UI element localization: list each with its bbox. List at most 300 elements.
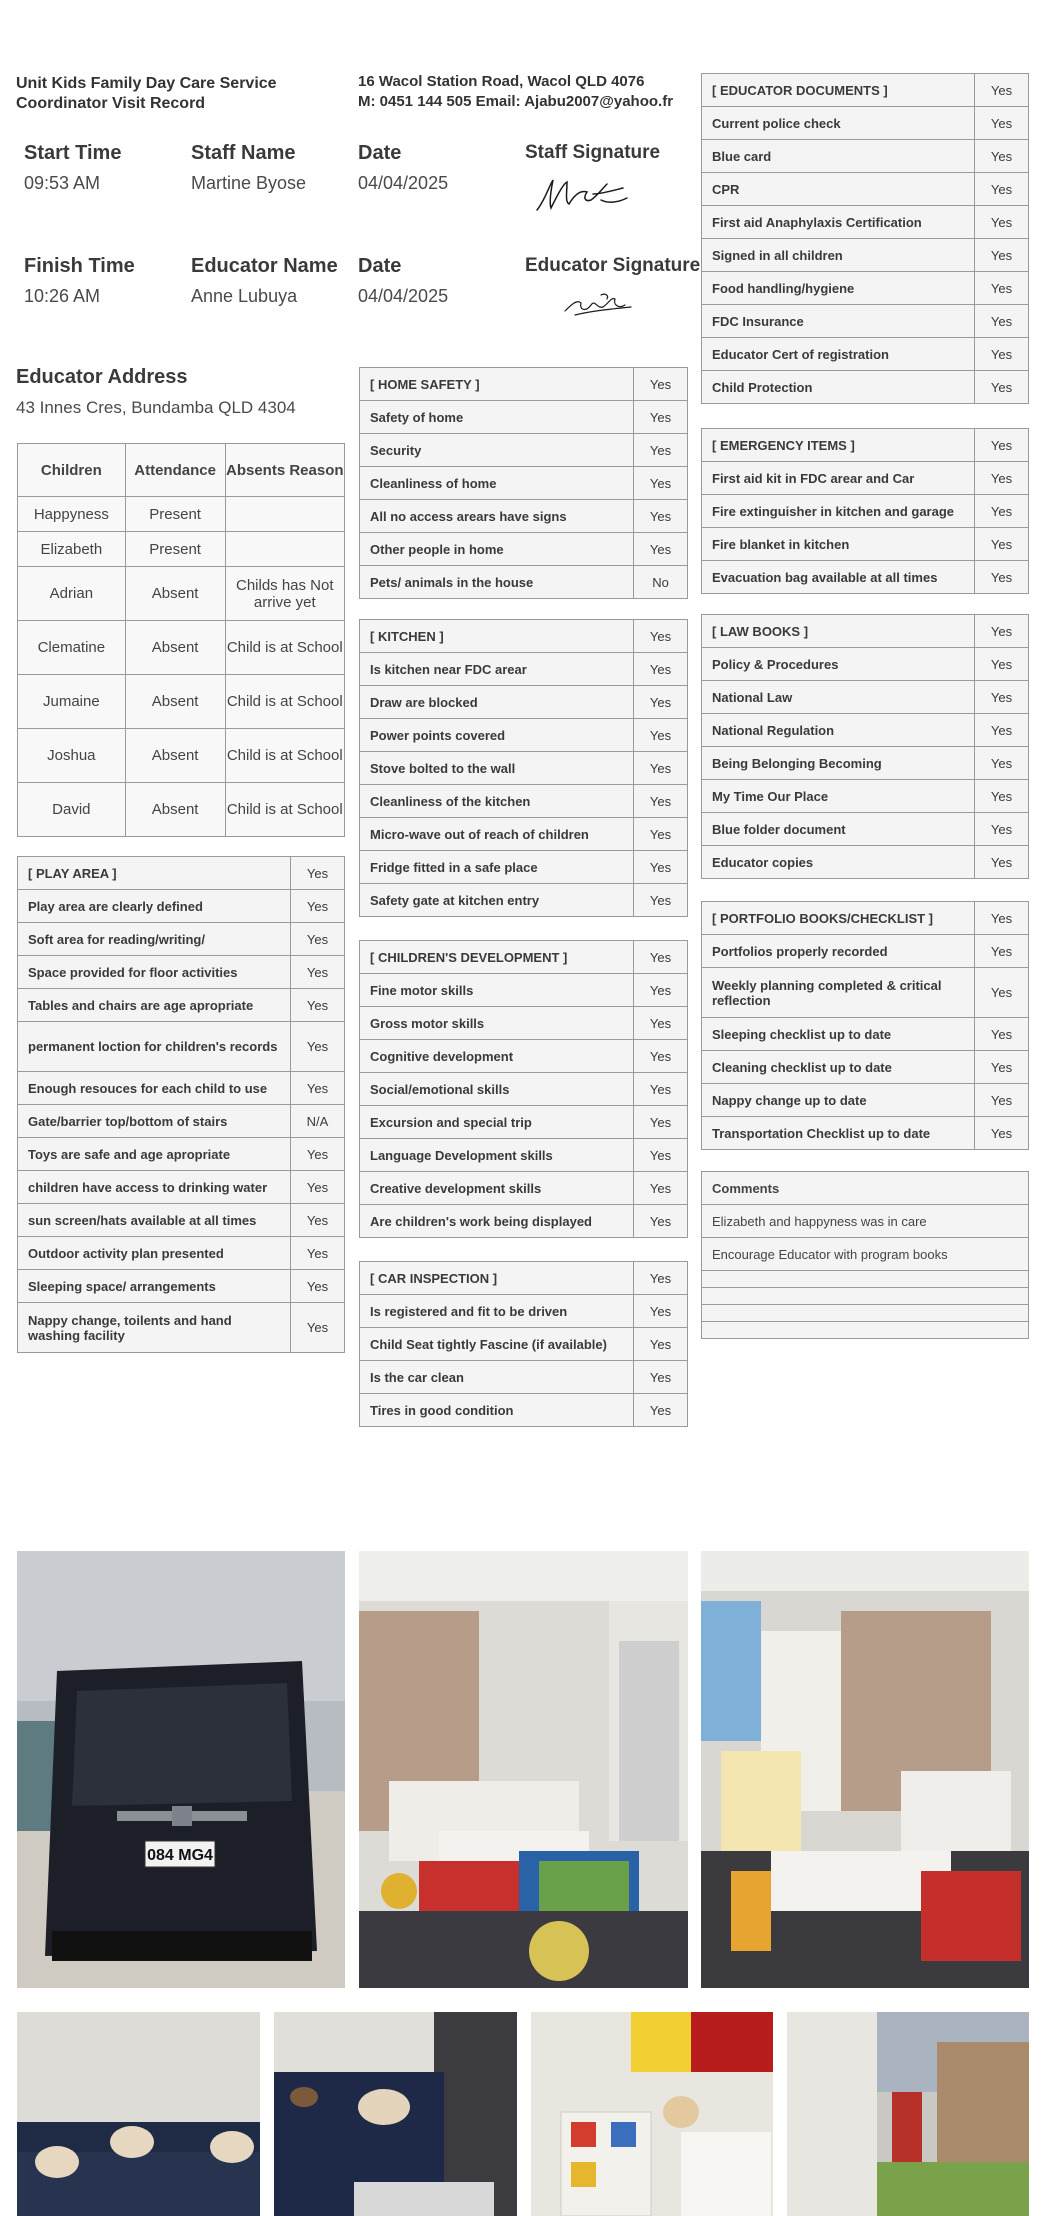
car-rear-photo	[17, 1551, 345, 1988]
service-title: Unit Kids Family Day Care Service Coordinator Visit Record	[16, 75, 277, 112]
checklist-row	[360, 566, 688, 599]
checklist-answer: Yes	[634, 884, 688, 917]
checklist-row	[702, 206, 1029, 239]
section-answer: Yes	[634, 620, 688, 653]
checklist-question: Fire extinguisher in kitchen and garage	[702, 495, 975, 528]
checklist-answer: Yes	[634, 974, 688, 1007]
checklist-question: Blue folder document	[702, 813, 975, 846]
comment-line	[702, 1271, 1029, 1288]
checklist-answer: Yes	[634, 1172, 688, 1205]
checklist-answer: Yes	[634, 500, 688, 533]
checklist-question: Is the car clean	[360, 1361, 634, 1394]
checklist-answer: Yes	[291, 1171, 345, 1204]
checklist-answer: Yes	[634, 785, 688, 818]
checklist-row	[702, 648, 1029, 681]
checklist-question: Toys are safe and age apropriate	[18, 1138, 291, 1171]
checklist-answer: Yes	[634, 1007, 688, 1040]
checklist-answer: Yes	[634, 533, 688, 566]
child-attendance: Absent	[125, 621, 225, 675]
checklist-row	[702, 681, 1029, 714]
checklist-answer: Yes	[634, 1205, 688, 1238]
checklist-row	[360, 1139, 688, 1172]
checklist-row	[702, 935, 1029, 968]
home-safety-checklist	[359, 367, 688, 599]
checklist-answer: Yes	[291, 1022, 345, 1072]
checklist-answer: Yes	[975, 747, 1029, 780]
checklist-answer: Yes	[975, 780, 1029, 813]
checklist-answer: Yes	[975, 206, 1029, 239]
table-row	[18, 675, 345, 729]
emergency-items-checklist	[701, 428, 1029, 594]
checklist-question: Are children's work being displayed	[360, 1205, 634, 1238]
checklist-answer: Yes	[291, 956, 345, 989]
checklist-question: Signed in all children	[702, 239, 975, 272]
checklist-row	[360, 1172, 688, 1205]
child-attendance: Absent	[125, 729, 225, 783]
checklist-row	[702, 714, 1029, 747]
educator-name-label: Educator Name	[191, 255, 338, 277]
comments-title: Comments	[702, 1172, 1029, 1205]
checklist-row	[360, 1073, 688, 1106]
checklist-question: Other people in home	[360, 533, 634, 566]
checklist-row	[702, 305, 1029, 338]
section-answer: Yes	[975, 74, 1029, 107]
checklist-answer: Yes	[975, 338, 1029, 371]
checklist-question: Is kitchen near FDC arear	[360, 653, 634, 686]
section-answer: Yes	[634, 941, 688, 974]
checklist-row	[702, 813, 1029, 846]
checklist-row	[18, 1303, 345, 1353]
educator-address-value: 43 Innes Cres, Bundamba QLD 4304	[16, 398, 296, 417]
checklist-header-row	[360, 368, 688, 401]
checklist-answer: Yes	[634, 1394, 688, 1427]
checklist-answer: Yes	[975, 1117, 1029, 1150]
checklist-row	[360, 1328, 688, 1361]
comments-box	[701, 1171, 1029, 1339]
table-row	[18, 783, 345, 837]
checklist-row	[18, 890, 345, 923]
checklist-question: Cognitive development	[360, 1040, 634, 1073]
checklist-question: My Time Our Place	[702, 780, 975, 813]
date-label-2: Date	[358, 255, 402, 277]
portfolio-checklist	[701, 901, 1029, 1150]
child-absent-reason: Childs has Not arrive yet	[225, 567, 344, 621]
checklist-question: Educator Cert of registration	[702, 338, 975, 371]
checklist-answer: Yes	[634, 686, 688, 719]
checklist-answer: Yes	[291, 1270, 345, 1303]
date-block-1	[358, 142, 448, 194]
educator-documents-checklist	[701, 73, 1029, 404]
checklist-row	[702, 1051, 1029, 1084]
checklist-question: Blue card	[702, 140, 975, 173]
checklist-question: Fridge fitted in a safe place	[360, 851, 634, 884]
children-header-row	[18, 444, 345, 497]
checklist-row	[702, 173, 1029, 206]
checklist-answer: Yes	[975, 813, 1029, 846]
staff-signature-image	[531, 170, 641, 220]
checklist-answer: Yes	[634, 1139, 688, 1172]
car-number-plate: 084 MG4	[147, 1847, 213, 1864]
checklist-question: children have access to drinking water	[18, 1171, 291, 1204]
checklist-answer: Yes	[975, 846, 1029, 879]
checklist-row	[702, 528, 1029, 561]
checklist-row	[702, 747, 1029, 780]
start-time-value: 09:53 AM	[24, 173, 101, 193]
staff-signature-label: Staff Signature	[525, 142, 661, 163]
child-attendance: Absent	[125, 567, 225, 621]
section-title: [ CAR INSPECTION ]	[360, 1262, 634, 1295]
checklist-question: Cleanliness of home	[360, 467, 634, 500]
checklist-question: Child Protection	[702, 371, 975, 404]
child-attendance: Absent	[125, 675, 225, 729]
child-name: Joshua	[18, 729, 126, 783]
checklist-answer: Yes	[291, 1138, 345, 1171]
checklist-row	[360, 785, 688, 818]
checklist-question: Tables and chairs are age apropriate	[18, 989, 291, 1022]
checklist-row	[360, 653, 688, 686]
section-answer: Yes	[634, 1262, 688, 1295]
checklist-row	[702, 968, 1029, 1018]
checklist-question: Excursion and special trip	[360, 1106, 634, 1139]
checklist-question: Social/emotional skills	[360, 1073, 634, 1106]
checklist-question: Safety gate at kitchen entry	[360, 884, 634, 917]
car-badge-icon	[172, 1806, 192, 1826]
checklist-row	[702, 1117, 1029, 1150]
checklist-row	[18, 1022, 345, 1072]
checklist-answer: Yes	[291, 890, 345, 923]
checklist-question: Being Belonging Becoming	[702, 747, 975, 780]
child-absent-reason	[225, 497, 344, 532]
child-attendance: Absent	[125, 783, 225, 837]
checklist-answer: Yes	[975, 305, 1029, 338]
checklist-answer: Yes	[975, 968, 1029, 1018]
start-time-label: Start Time	[24, 142, 122, 164]
checklist-answer: Yes	[975, 1051, 1029, 1084]
checklist-question: Nappy change, toilents and hand washing facility	[18, 1303, 291, 1353]
checklist-answer: Yes	[634, 1040, 688, 1073]
checklist-answer: Yes	[975, 173, 1029, 206]
checklist-answer: Yes	[975, 495, 1029, 528]
checklist-answer: Yes	[975, 140, 1029, 173]
date-value-2: 04/04/2025	[358, 286, 449, 306]
comment-line	[702, 1205, 1029, 1238]
date-value-1: 04/04/2025	[358, 173, 449, 193]
educator-name-block	[191, 255, 338, 307]
checklist-answer: Yes	[291, 1237, 345, 1270]
checklist-question: FDC Insurance	[702, 305, 975, 338]
checklist-row	[702, 239, 1029, 272]
section-title: [ LAW BOOKS ]	[702, 615, 975, 648]
table-row	[18, 621, 345, 675]
comment-text: Encourage Educator with program books	[702, 1238, 1029, 1271]
checklist-question: Is registered and fit to be driven	[360, 1295, 634, 1328]
section-answer: Yes	[975, 429, 1029, 462]
checklist-row	[18, 1204, 345, 1237]
checklist-answer: Yes	[975, 935, 1029, 968]
date-label-1: Date	[358, 142, 402, 164]
checklist-answer: Yes	[975, 1018, 1029, 1051]
comment-text	[702, 1271, 1029, 1288]
checklist-question: Sleeping space/ arrangements	[18, 1270, 291, 1303]
comments-header-row	[702, 1172, 1029, 1205]
checklist-row	[360, 818, 688, 851]
address-line: 16 Wacol Station Road, Wacol QLD 4076	[358, 73, 645, 90]
col-children: Children	[18, 444, 126, 497]
checklist-answer: Yes	[975, 528, 1029, 561]
checklist-question: All no access arears have signs	[360, 500, 634, 533]
shelf-photo	[531, 2012, 773, 2216]
checklist-answer: Yes	[975, 714, 1029, 747]
checklist-answer: Yes	[291, 1072, 345, 1105]
checklist-answer: Yes	[975, 462, 1029, 495]
educator-name-value: Anne Lubuya	[191, 286, 298, 306]
child-name: Happyness	[18, 497, 126, 532]
checklist-question: Enough resouces for each child to use	[18, 1072, 291, 1105]
checklist-answer: No	[634, 566, 688, 599]
child-name: Adrian	[18, 567, 126, 621]
checklist-row	[360, 851, 688, 884]
checklist-question: Stove bolted to the wall	[360, 752, 634, 785]
playroom-photo-2	[701, 1551, 1029, 1988]
section-title: [ CHILDREN'S DEVELOPMENT ]	[360, 941, 634, 974]
child-absent-reason: Child is at School	[225, 675, 344, 729]
checklist-answer: Yes	[634, 1106, 688, 1139]
checklist-row	[18, 989, 345, 1022]
checklist-question: Nappy change up to date	[702, 1084, 975, 1117]
checklist-row	[18, 1138, 345, 1171]
checklist-header-row	[702, 429, 1029, 462]
checklist-question: Play area are clearly defined	[18, 890, 291, 923]
section-answer: Yes	[634, 368, 688, 401]
checklist-question: permanent loction for children's records	[18, 1022, 291, 1072]
service-address	[358, 72, 698, 112]
col-absent-reason: Absents Reason	[225, 444, 344, 497]
checklist-answer: Yes	[634, 1295, 688, 1328]
checklist-question: Soft area for reading/writing/	[18, 923, 291, 956]
comment-line	[702, 1322, 1029, 1339]
checklist-row	[360, 500, 688, 533]
finish-time-value: 10:26 AM	[24, 286, 101, 306]
checklist-row	[18, 1171, 345, 1204]
checklist-question: Power points covered	[360, 719, 634, 752]
checklist-question: Creative development skills	[360, 1172, 634, 1205]
checklist-row	[18, 1072, 345, 1105]
checklist-row	[360, 719, 688, 752]
checklist-row	[18, 923, 345, 956]
checklist-row	[702, 338, 1029, 371]
checklist-row	[360, 686, 688, 719]
kitchen-checklist	[359, 619, 688, 917]
checklist-question: Fire blanket in kitchen	[702, 528, 975, 561]
checklist-row	[360, 1394, 688, 1427]
car-inspection-checklist	[359, 1261, 688, 1427]
section-title: [ KITCHEN ]	[360, 620, 634, 653]
staff-name-block	[191, 142, 306, 194]
educator-signature-block	[525, 255, 700, 330]
child-name: Clematine	[18, 621, 126, 675]
checklist-question: Portfolios properly recorded	[702, 935, 975, 968]
child-attendance: Present	[125, 497, 225, 532]
checklist-row	[702, 371, 1029, 404]
checklist-question: First aid Anaphylaxis Certification	[702, 206, 975, 239]
playroom-photo-1	[359, 1551, 688, 1988]
checklist-question: Tires in good condition	[360, 1394, 634, 1427]
checklist-row	[702, 1018, 1029, 1051]
checklist-answer: Yes	[634, 1073, 688, 1106]
checklist-row	[360, 752, 688, 785]
comment-line	[702, 1305, 1029, 1322]
comment-text	[702, 1288, 1029, 1305]
checklist-header-row	[360, 620, 688, 653]
table-row	[18, 567, 345, 621]
checklist-answer: Yes	[291, 1204, 345, 1237]
child-absent-reason: Child is at School	[225, 621, 344, 675]
checklist-question: Food handling/hygiene	[702, 272, 975, 305]
checklist-question: First aid kit in FDC arear and Car	[702, 462, 975, 495]
checklist-row	[702, 495, 1029, 528]
checklist-row	[702, 846, 1029, 879]
checklist-question: Language Development skills	[360, 1139, 634, 1172]
section-answer: Yes	[975, 902, 1029, 935]
checklist-row	[360, 1106, 688, 1139]
checklist-answer: Yes	[291, 989, 345, 1022]
checklist-answer: Yes	[634, 719, 688, 752]
checklist-row	[360, 1205, 688, 1238]
checklist-answer: Yes	[634, 434, 688, 467]
checklist-row	[360, 1361, 688, 1394]
contact-line: M: 0451 144 505 Email: Ajabu2007@yahoo.fr	[358, 93, 674, 110]
checklist-answer: N/A	[291, 1105, 345, 1138]
checklist-answer: Yes	[291, 923, 345, 956]
checklist-header-row	[360, 941, 688, 974]
checklist-question: Space provided for floor activities	[18, 956, 291, 989]
checklist-header-row	[18, 857, 345, 890]
checklist-question: Safety of home	[360, 401, 634, 434]
child-absent-reason: Child is at School	[225, 783, 344, 837]
checklist-question: Child Seat tightly Fascine (if available)	[360, 1328, 634, 1361]
checklist-row	[702, 107, 1029, 140]
educator-address-label: Educator Address	[16, 366, 188, 388]
section-title: [ EDUCATOR DOCUMENTS ]	[702, 74, 975, 107]
checklist-row	[360, 533, 688, 566]
checklist-row	[702, 1084, 1029, 1117]
checklist-row	[360, 884, 688, 917]
law-books-checklist	[701, 614, 1029, 879]
checklist-row	[360, 974, 688, 1007]
checklist-question: Weekly planning completed & critical reflection	[702, 968, 975, 1018]
checklist-question: Educator copies	[702, 846, 975, 879]
checklist-question: CPR	[702, 173, 975, 206]
child-name: David	[18, 783, 126, 837]
checklist-row	[702, 462, 1029, 495]
childrens-development-checklist	[359, 940, 688, 1238]
checklist-answer: Yes	[634, 467, 688, 500]
comment-line	[702, 1288, 1029, 1305]
checklist-question: sun screen/hats available at all times	[18, 1204, 291, 1237]
checklist-answer: Yes	[634, 752, 688, 785]
staff-name-label: Staff Name	[191, 142, 296, 164]
checklist-header-row	[702, 615, 1029, 648]
checklist-row	[18, 1270, 345, 1303]
staff-signature-block	[525, 142, 660, 225]
checklist-header-row	[702, 902, 1029, 935]
child-attendance: Present	[125, 532, 225, 567]
checklist-answer: Yes	[975, 681, 1029, 714]
checklist-answer: Yes	[975, 272, 1029, 305]
backyard-photo	[787, 2012, 1029, 2216]
checklist-question: Gross motor skills	[360, 1007, 634, 1040]
checklist-row	[18, 1105, 345, 1138]
section-title: [ PLAY AREA ]	[18, 857, 291, 890]
staff-name-value: Martine Byose	[191, 173, 307, 193]
table-row	[18, 532, 345, 567]
checklist-header-row	[702, 74, 1029, 107]
checklist-row	[360, 434, 688, 467]
child-absent-reason: Child is at School	[225, 729, 344, 783]
checklist-question: Pets/ animals in the house	[360, 566, 634, 599]
checklist-question: National Law	[702, 681, 975, 714]
checklist-row	[360, 1040, 688, 1073]
checklist-question: Sleeping checklist up to date	[702, 1018, 975, 1051]
checklist-question: Micro-wave out of reach of children	[360, 818, 634, 851]
checklist-question: Outdoor activity plan presented	[18, 1237, 291, 1270]
section-answer: Yes	[291, 857, 345, 890]
checklist-question: Evacuation bag available at all times	[702, 561, 975, 594]
play-area-checklist	[17, 856, 345, 1353]
finish-time-label: Finish Time	[24, 255, 135, 277]
checklist-row	[360, 1295, 688, 1328]
checklist-row	[360, 467, 688, 500]
checklist-question: Policy & Procedures	[702, 648, 975, 681]
educator-signature-image	[561, 285, 651, 325]
comment-text	[702, 1305, 1029, 1322]
table-row	[18, 729, 345, 783]
checklist-row	[702, 140, 1029, 173]
checklist-row	[702, 272, 1029, 305]
checklist-answer: Yes	[975, 648, 1029, 681]
comment-text: Elizabeth and happyness was in care	[702, 1205, 1029, 1238]
start-time-block	[24, 142, 121, 194]
checklist-answer: Yes	[975, 239, 1029, 272]
checklist-row	[360, 1007, 688, 1040]
lounge-photo	[17, 2012, 260, 2216]
section-answer: Yes	[975, 615, 1029, 648]
checklist-question: Fine motor skills	[360, 974, 634, 1007]
section-title: [ HOME SAFETY ]	[360, 368, 634, 401]
sofa-photo	[274, 2012, 517, 2216]
col-attendance: Attendance	[125, 444, 225, 497]
checklist-row	[18, 1237, 345, 1270]
checklist-header-row	[360, 1262, 688, 1295]
checklist-answer: Yes	[634, 851, 688, 884]
table-row	[18, 497, 345, 532]
finish-time-block	[24, 255, 135, 307]
checklist-question: Transportation Checklist up to date	[702, 1117, 975, 1150]
section-title: [ EMERGENCY ITEMS ]	[702, 429, 975, 462]
child-name: Jumaine	[18, 675, 126, 729]
comment-line	[702, 1238, 1029, 1271]
checklist-answer: Yes	[975, 561, 1029, 594]
checklist-row	[18, 956, 345, 989]
educator-signature-label: Educator Signature	[525, 255, 701, 276]
checklist-answer: Yes	[634, 653, 688, 686]
checklist-question: Cleaning checklist up to date	[702, 1051, 975, 1084]
checklist-answer: Yes	[975, 107, 1029, 140]
checklist-answer: Yes	[634, 1361, 688, 1394]
checklist-question: National Regulation	[702, 714, 975, 747]
checklist-row	[702, 780, 1029, 813]
checklist-row	[702, 561, 1029, 594]
